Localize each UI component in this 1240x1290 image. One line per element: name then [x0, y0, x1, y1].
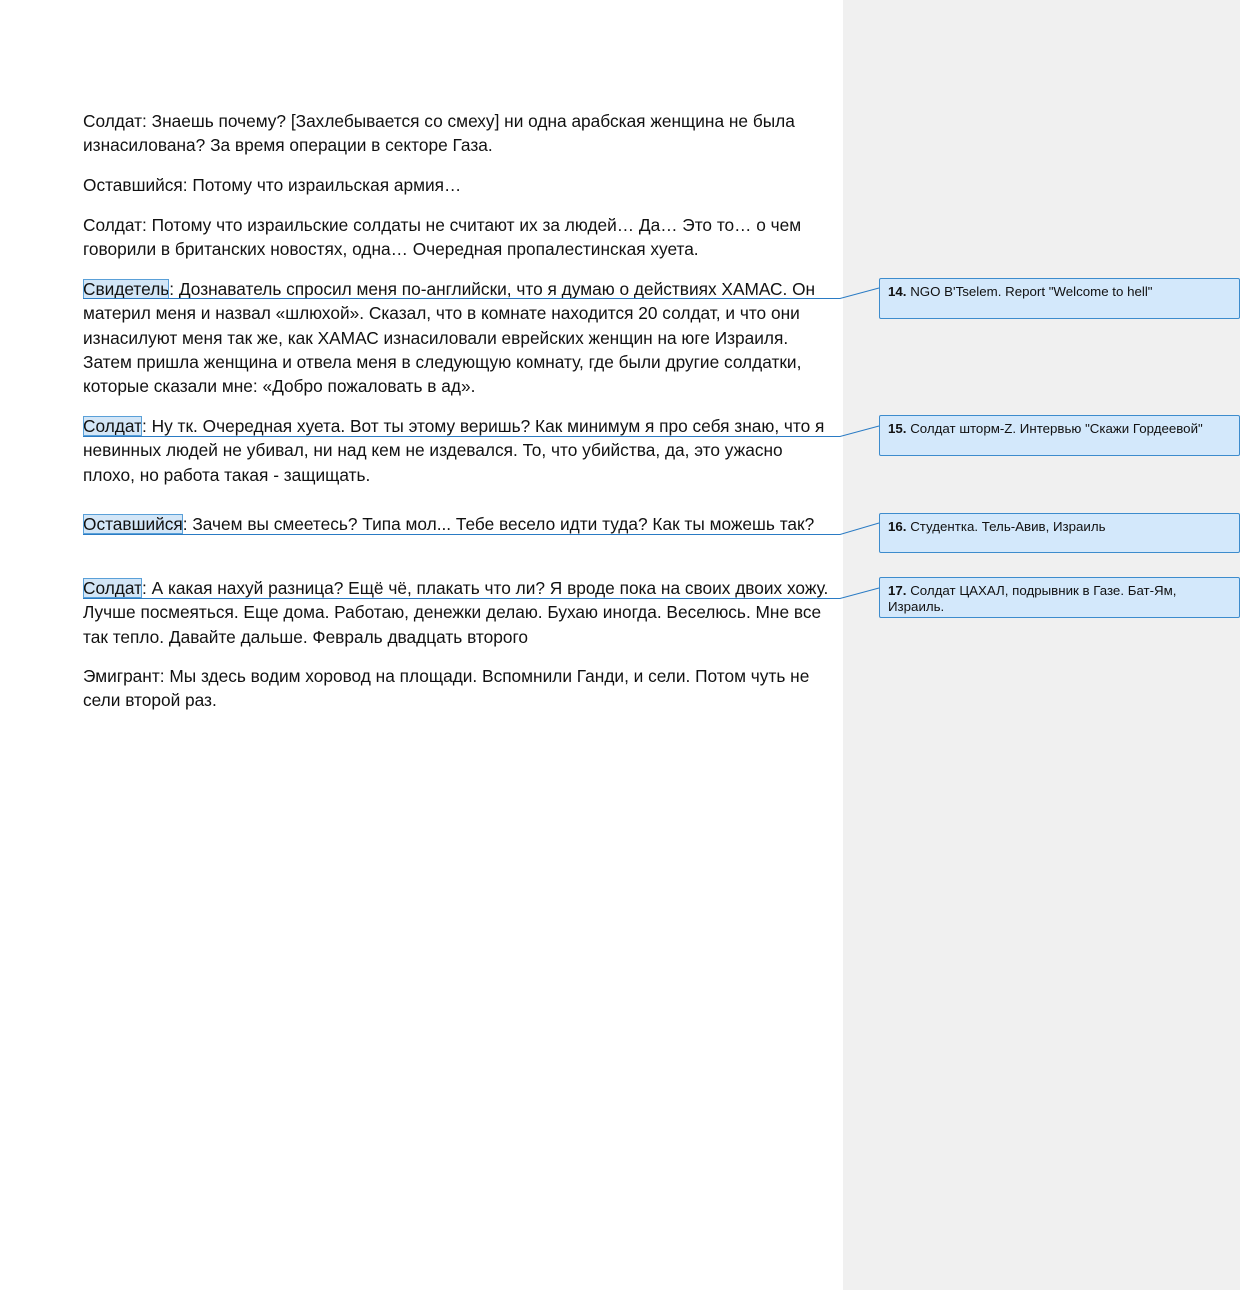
- comment-anchor[interactable]: Солдат: [83, 578, 143, 598]
- paragraph-text: : Ну тк. Очередная хуета. Вот ты этому веришь? Как минимум я про себя знаю, что я невинных людей не убивал, ни над кем не издевался. То, что убийства, да, это ужасно плохо, но работа такая - защищать.: [83, 416, 825, 485]
- comment-text: NGO B'Tselem. Report "Welcome to hell": [910, 284, 1153, 299]
- paragraph: [83, 512, 835, 536]
- paragraph: Солдат: Потому что израильские солдаты не считают их за людей… Да… Это то… о чем говорили в британских новостях, одна… Очередная пропалестинская хуета.: [83, 215, 802, 260]
- paragraph: Оставшийся: Потому что израильская армия…: [83, 175, 462, 195]
- paragraph: [83, 277, 835, 398]
- paragraph-text: : Зачем вы смеетесь? Типа мол... Тебе весело идти туда? Как ты можешь так?: [182, 514, 815, 534]
- paragraph: Эмигрант: Мы здесь водим хоровод на площади. Вспомнили Ганди, и сели. Потом чуть не сели второй раз.: [83, 666, 810, 711]
- comment-anchor[interactable]: Свидетель: [83, 279, 170, 299]
- comment-anchor[interactable]: Солдат: [83, 416, 143, 436]
- paragraph-text: : Дознаватель спросил меня по-английски, что я думаю о действиях ХАМАС. Он материл меня и назвал «шлюхой». Сказал, что в комнате находится 20 солдат, и что они изнасилуют меня так же, как ХАМАС изнасиловали еврейских женщин на юге Израиля. Затем пришла женщина и отвела меня в следующую комнату, где были другие солдатки, которые сказали мне: «Добро пожаловать в ад».: [83, 279, 816, 397]
- comment-number: 14.: [888, 284, 907, 299]
- comment-text: Солдат шторм-Z. Интервью "Скажи Гордеевой": [910, 421, 1203, 436]
- paragraph-text: : А какая нахуй разница? Ещё чё, плакать что ли? Я вроде пока на своих двоих хожу. Лучше посмеяться. Еще дома. Работаю, денежки делаю. Бухаю иногда. Веселюсь. Мне все так тепло. Давайте дальше. Февраль двадцать второго: [83, 578, 829, 647]
- comment-number: 16.: [888, 519, 907, 534]
- comment-text: Солдат ЦАХАЛ, подрывник в Газе. Бат-Ям, Израиль.: [888, 583, 1177, 614]
- comments-margin: [843, 0, 1240, 1290]
- comment-box[interactable]: [879, 577, 1240, 618]
- comment-anchor[interactable]: Оставшийся: [83, 514, 183, 534]
- comment-text: Студентка. Тель-Авив, Израиль: [910, 519, 1106, 534]
- paragraph: [83, 576, 835, 649]
- paragraph: [83, 414, 835, 487]
- comment-number: 15.: [888, 421, 907, 436]
- comment-number: 17.: [888, 583, 907, 598]
- paragraph: Солдат: Знаешь почему? [Захлебывается со смеху] ни одна арабская женщина не была изнасилована? За время операции в секторе Газа.: [83, 111, 795, 156]
- comment-box[interactable]: [879, 415, 1240, 456]
- comment-box[interactable]: [879, 278, 1240, 319]
- comment-box[interactable]: [879, 513, 1240, 553]
